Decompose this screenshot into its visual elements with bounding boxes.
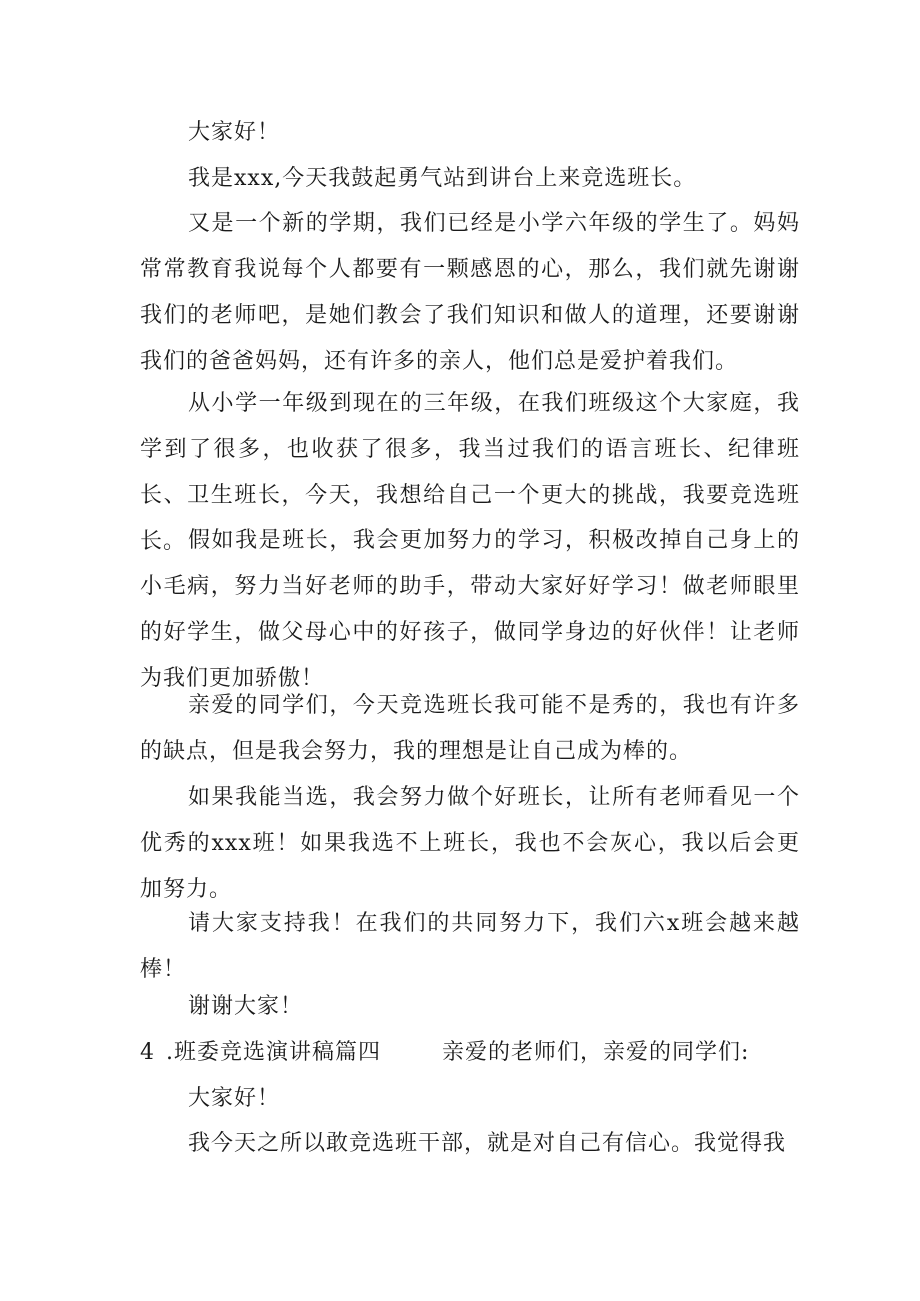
second-greeting-paragraph: 大家好！ bbox=[188, 1086, 281, 1111]
promise-paragraph: 假如我是班长，我会更加努力的学习，积极改掉自己身上的小毛病，努力当好老师的助手，带动大家好好学习！做老师眼里的好学生，做父母心中的好孩子，做同学身边的好伙伴！让老师为我们更加骄傲！ bbox=[140, 528, 800, 691]
thanks-paragraph: 谢谢大家！ bbox=[188, 994, 304, 1019]
support-paragraph: 请大家支持我！在我们的共同努力下，我们六x班会越来越棒！ bbox=[140, 911, 800, 982]
section-number: 4 bbox=[140, 1040, 155, 1065]
section-heading bbox=[140, 1030, 820, 1076]
second-speech-opening-paragraph: 我今天之所以敢竞选班干部，就是对自己有信心。我觉得我 bbox=[188, 1131, 787, 1156]
section-title: .班委竞选演讲稿篇四 bbox=[166, 1040, 381, 1065]
experience-paragraph: 从小学一年级到现在的三年级，在我们班级这个大家庭，我学到了很多，也收获了很多，我当过我们的语言班长、纪律班长、卫生班长，今天，我想给自己一个更大的挑战，我要竞选班长。 bbox=[140, 391, 800, 554]
greeting-paragraph: 大家好！ bbox=[188, 120, 281, 145]
introduction-paragraph: 我是xxx,今天我鼓起勇气站到讲台上来竞选班长。 bbox=[188, 166, 697, 191]
classmates-paragraph: 亲爱的同学们，今天竞选班长我可能不是秀的，我也有许多的缺点，但是我会努力，我的理想是让自己成为棒的。 bbox=[140, 693, 800, 764]
gratitude-paragraph: 又是一个新的学期，我们已经是小学六年级的学生了。妈妈常常教育我说每个人都要有一颗感恩的心，那么，我们就先谢谢我们的老师吧，是她们教会了我们知识和做人的道理，还要谢谢我们的爸爸妈妈，还有许多的亲人，他们总是爱护着我们。 bbox=[140, 211, 800, 374]
section-greeting: 亲爱的老师们，亲爱的同学们: bbox=[442, 1040, 750, 1065]
election-outcome-paragraph: 如果我能当选，我会努力做个好班长，让所有老师看见一个优秀的xxx班！如果我选不上班长，我也不会灰心，我以后会更加努力。 bbox=[140, 785, 800, 902]
